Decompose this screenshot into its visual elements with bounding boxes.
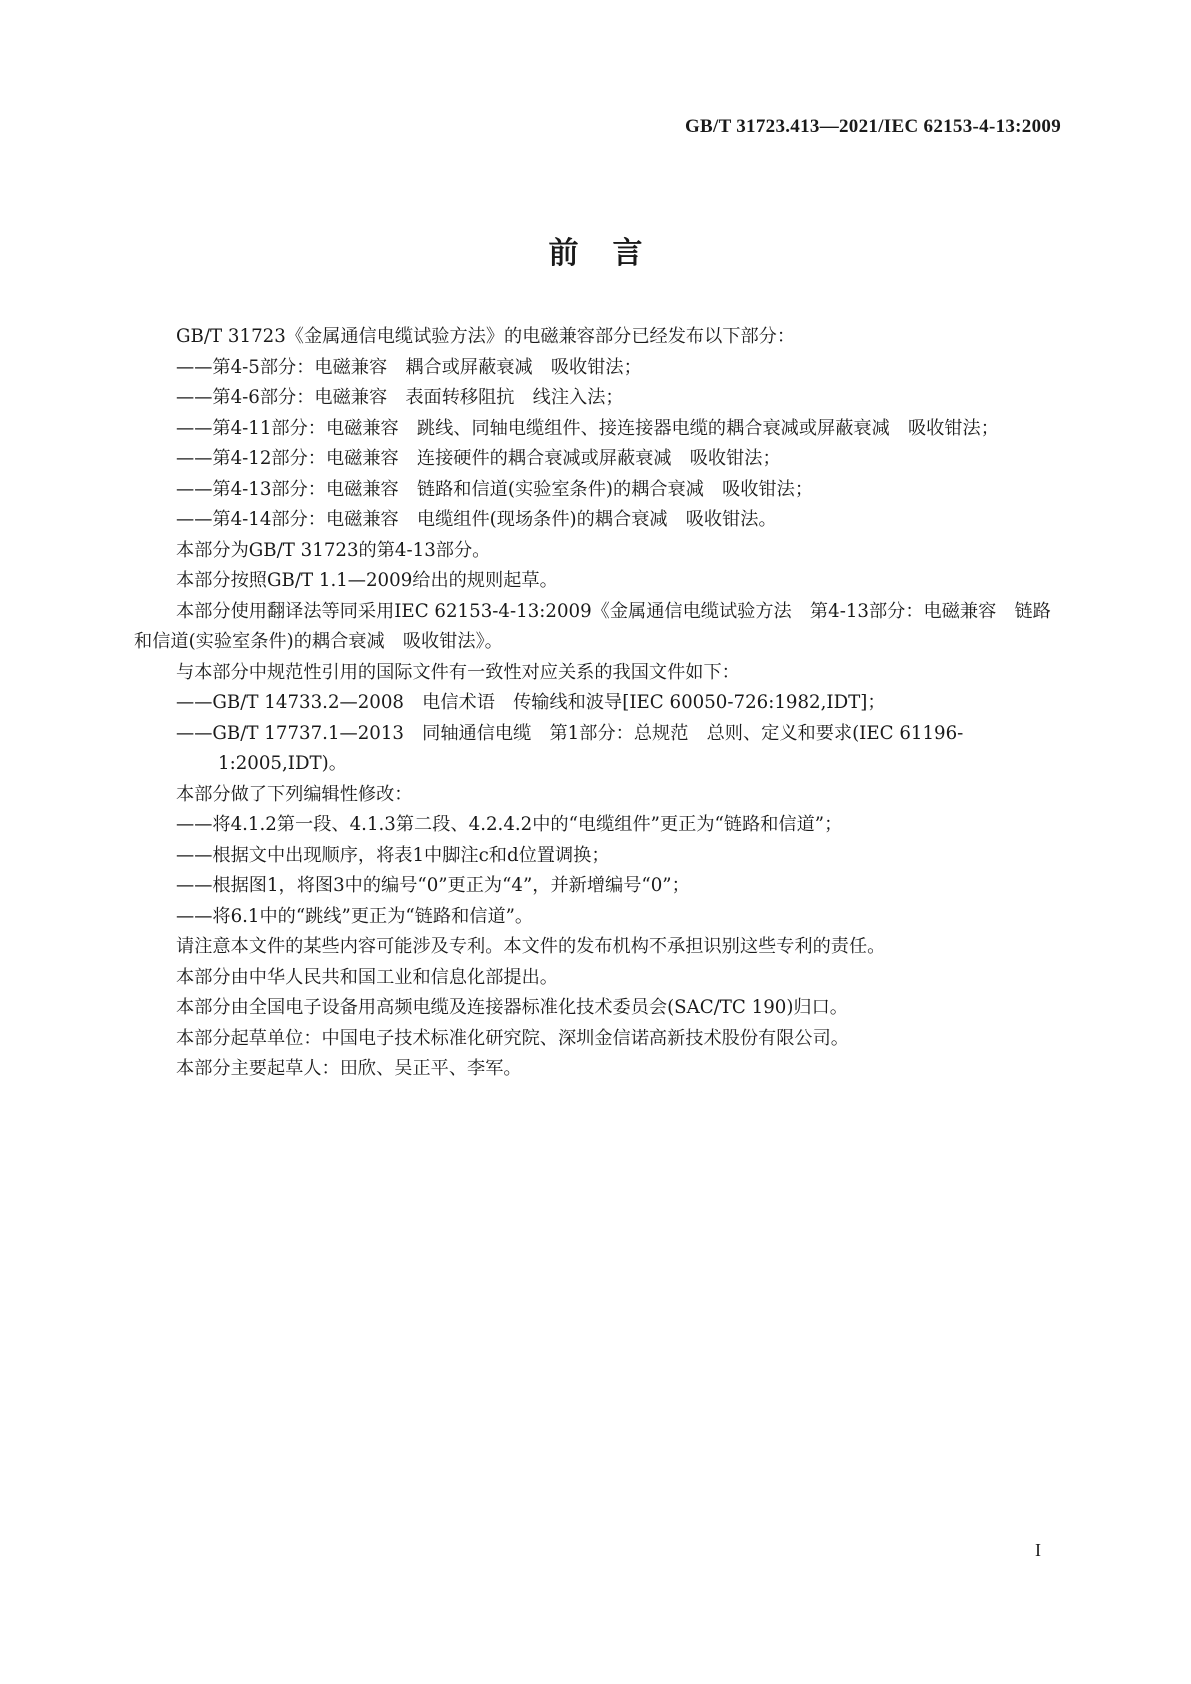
paragraph: 与本部分中规范性引用的国际文件有一致性对应关系的我国文件如下： bbox=[176, 661, 740, 683]
list-item: ——将6.1中的“跳线”更正为“链路和信道”。 bbox=[176, 905, 534, 927]
list-item: ——第4-13部分：电磁兼容 链路和信道(实验室条件)的耦合衰减 吸收钳法； bbox=[176, 478, 814, 500]
list-item: ——GB/T 17737.1—2013 同轴通信电缆 第1部分：总规范 总则、定义和要求(IEC 61196-1:2005,IDT)。 bbox=[176, 722, 964, 774]
paragraph: 本部分主要起草人：田欣、吴正平、李军。 bbox=[176, 1058, 522, 1079]
paragraph: 本部分由中华人民共和国工业和信息化部提出。 bbox=[176, 966, 558, 988]
list-item: ——第4-11部分：电磁兼容 跳线、同轴电缆组件、接连接器电缆的耦合衰减或屏蔽衰减 吸收钳法； bbox=[176, 417, 999, 439]
list-item: ——第4-14部分：电磁兼容 电缆组件(现场条件)的耦合衰减 吸收钳法。 bbox=[176, 509, 777, 530]
list-item: ——根据文中出现顺序，将表1中脚注c和d位置调换； bbox=[176, 844, 610, 866]
list-item: ——GB/T 14733.2—2008 电信术语 传输线和波导[IEC 60050-726:1982,IDT]； bbox=[176, 692, 886, 713]
list-item: ——第4-6部分：电磁兼容 表面转移阻抗 线注入法； bbox=[176, 387, 624, 408]
page-title: 前言 bbox=[548, 236, 677, 271]
paragraph: 本部分做了下列编辑性修改： bbox=[176, 783, 413, 805]
paragraph: 本部分按照GB/T 1.1—2009给出的规则起草。 bbox=[176, 570, 558, 591]
list-item: ——第4-5部分：电磁兼容 耦合或屏蔽衰减 吸收钳法； bbox=[176, 356, 642, 378]
list-item: ——第4-12部分：电磁兼容 连接硬件的耦合衰减或屏蔽衰减 吸收钳法； bbox=[176, 448, 781, 469]
foreword-body bbox=[134, 322, 1061, 1085]
paragraph: 本部分由全国电子设备用高频电缆及连接器标准化技术委员会(SAC/TC 190)归口。 bbox=[176, 997, 848, 1018]
paragraph: 本部分为GB/T 31723的第4-13部分。 bbox=[176, 539, 491, 561]
page-number: I bbox=[1035, 1540, 1041, 1560]
paragraph: 本部分起草单位：中国电子技术标准化研究院、深圳金信诺高新技术股份有限公司。 bbox=[176, 1027, 849, 1049]
list-item: ——根据图1，将图3中的编号“0”更正为“4”，并新增编号“0”； bbox=[176, 875, 690, 896]
paragraph: 请注意本文件的某些内容可能涉及专利。本文件的发布机构不承担识别这些专利的责任。 bbox=[176, 936, 886, 957]
paragraph: GB/T 31723《金属通信电缆试验方法》的电磁兼容部分已经发布以下部分： bbox=[176, 326, 796, 347]
list-item: ——将4.1.2第一段、4.1.3第二段、4.2.4.2中的“电缆组件”更正为“链路和信道”； bbox=[176, 814, 843, 835]
standard-code: GB/T 31723.413—2021/IEC 62153-4-13:2009 bbox=[684, 116, 1061, 137]
paragraph: 本部分使用翻译法等同采用IEC 62153-4-13:2009《金属通信电缆试验方法 第4-13部分：电磁兼容 链路和信道(实验室条件)的耦合衰减 吸收钳法》。 bbox=[134, 600, 1051, 652]
